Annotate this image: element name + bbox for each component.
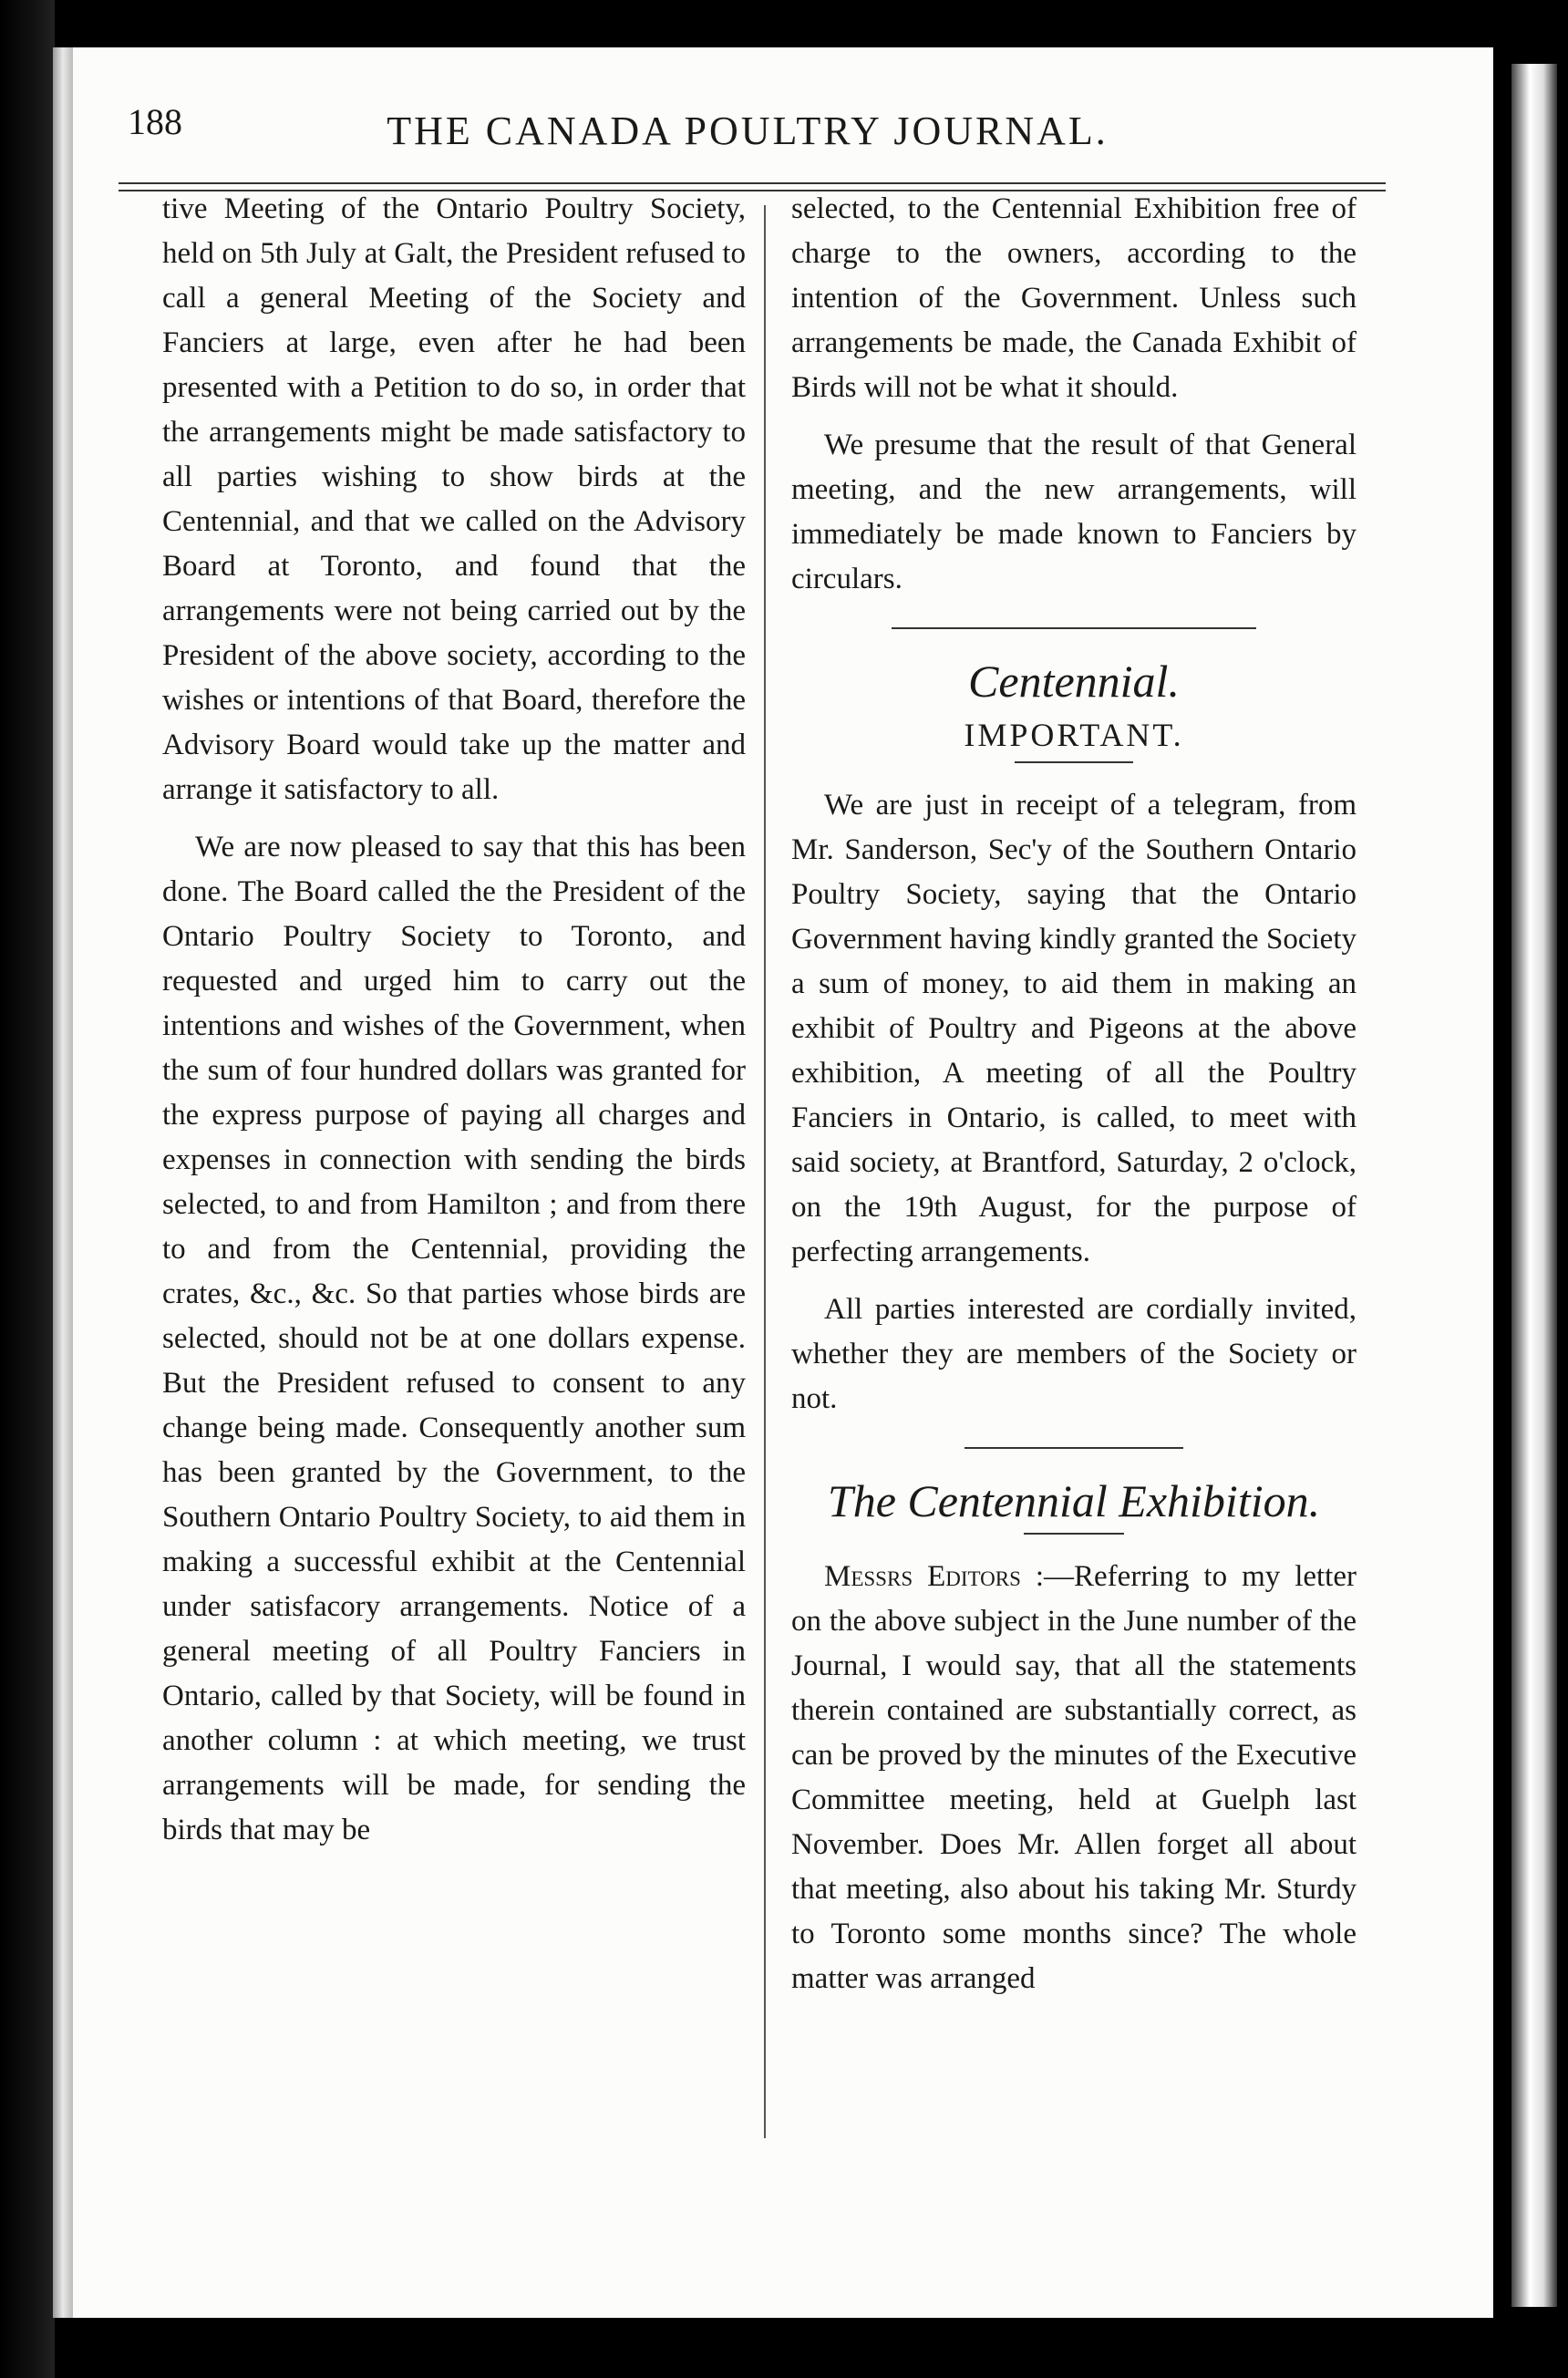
notice-heading: Centennial. [968,656,1180,707]
letter-heading: The Centennial Exhibition. [827,1475,1321,1526]
header-rule [119,182,1386,184]
letter-text: :—Referring to my letter on the above subject in the June number of the Journal, I would say, that all the statements therein contained are substantially correct, as can be proved by the minutes of the Executive Committee meeting, held at Guelph last November. Does Mr. Allen forget all about that meeting, also about his taking Mr. Sturdy to Toronto some months since? The whole matter was arranged [791,1560,1357,1995]
page-number: 188 [128,101,182,142]
paragraph: We are now pleased to say that this has been done. The Board called the the President of the Ontario Poultry Society to Toronto, and requested and urged him to carry out the intentions and wishes of the Government, when the sum of four hundred dollars was granted for the express purpose of paying all charges and expenses in connection with sending the birds selected, to and from Hamilton ; and from there to and from the Centennial, providing the crates, &c., &c. So that parties whose birds are selected, should not be at one dollars expense. But the President refused to consent to any change being made. Consequently another sum has been granted by the Government, to the Southern Ontario Poultry Society, to aid them in making a successful exhibit at the Centennial under satisfacory arrangements. Notice of a general meeting of all Poultry Fanciers in Ontario, called by that Society, will be found in another column : at which meeting, we trust arrangements will be made, for sending the birds that may be [162,831,746,1846]
column-divider [764,205,766,2138]
letter-heading-underline [1024,1533,1124,1535]
left-column [162,187,746,1866]
running-title: THE CANADA POULTRY JOURNAL. [387,109,1109,153]
paragraph: We presume that the result of that General meeting, and the new arrangements, will immediately be made known to Fanciers by circulars. [791,429,1357,595]
paragraph: All parties interested are cordially invited, whether they are members of the Society or not. [791,1293,1357,1415]
section-divider [892,627,1256,629]
paragraph: We are just in receipt of a telegram, from Mr. Sanderson, Sec'y of the Southern Ontario Poultry Society, saying that the Ontario Government having kindly granted the Society a sum of money, to aid them in making an exhibit of Poultry and Pigeons at the above exhibition, A meeting of all the Poultry Fanciers in Ontario, is called, to meet with said society, at Brantford, Saturday, 2 o'clock, on the 19th August, for the purpose of perfecting arrangements. [791,789,1357,1268]
section-divider [965,1447,1183,1449]
paragraph: tive Meeting of the Ontario Poultry Society, held on 5th July at Galt, the President refused to call a general Meeting of the Society and Fanciers at large, even after he had been presented with a Petition to do so, in order that the arrangements might be made satisfactory to all parties wishing to show birds at the Centennial, and that we called on the Advisory Board at Toronto, and found that the arrangements were not being carried out by the President of the above society, according to the wishes or intentions of that Board, therefore the Advisory Board would take up the matter and arrange it satisfactory to all. [162,192,746,806]
salutation: Messrs Editors [824,1560,1021,1593]
letter-body [791,1555,1357,2001]
page-left-edge [53,47,73,2318]
page-header [119,64,1377,153]
notice-subheading: IMPORTANT. [964,717,1184,753]
book-spine [0,0,55,2378]
paragraph: selected, to the Centennial Exhibition free of charge to the owners, according to the intention of the Government. Unless such arrangements be made, the Canada Exhibit of Birds will not be what it should. [791,192,1357,404]
page-right-edge [1495,27,1568,2378]
subheading-underline [1015,761,1133,763]
right-column [791,187,1357,2014]
